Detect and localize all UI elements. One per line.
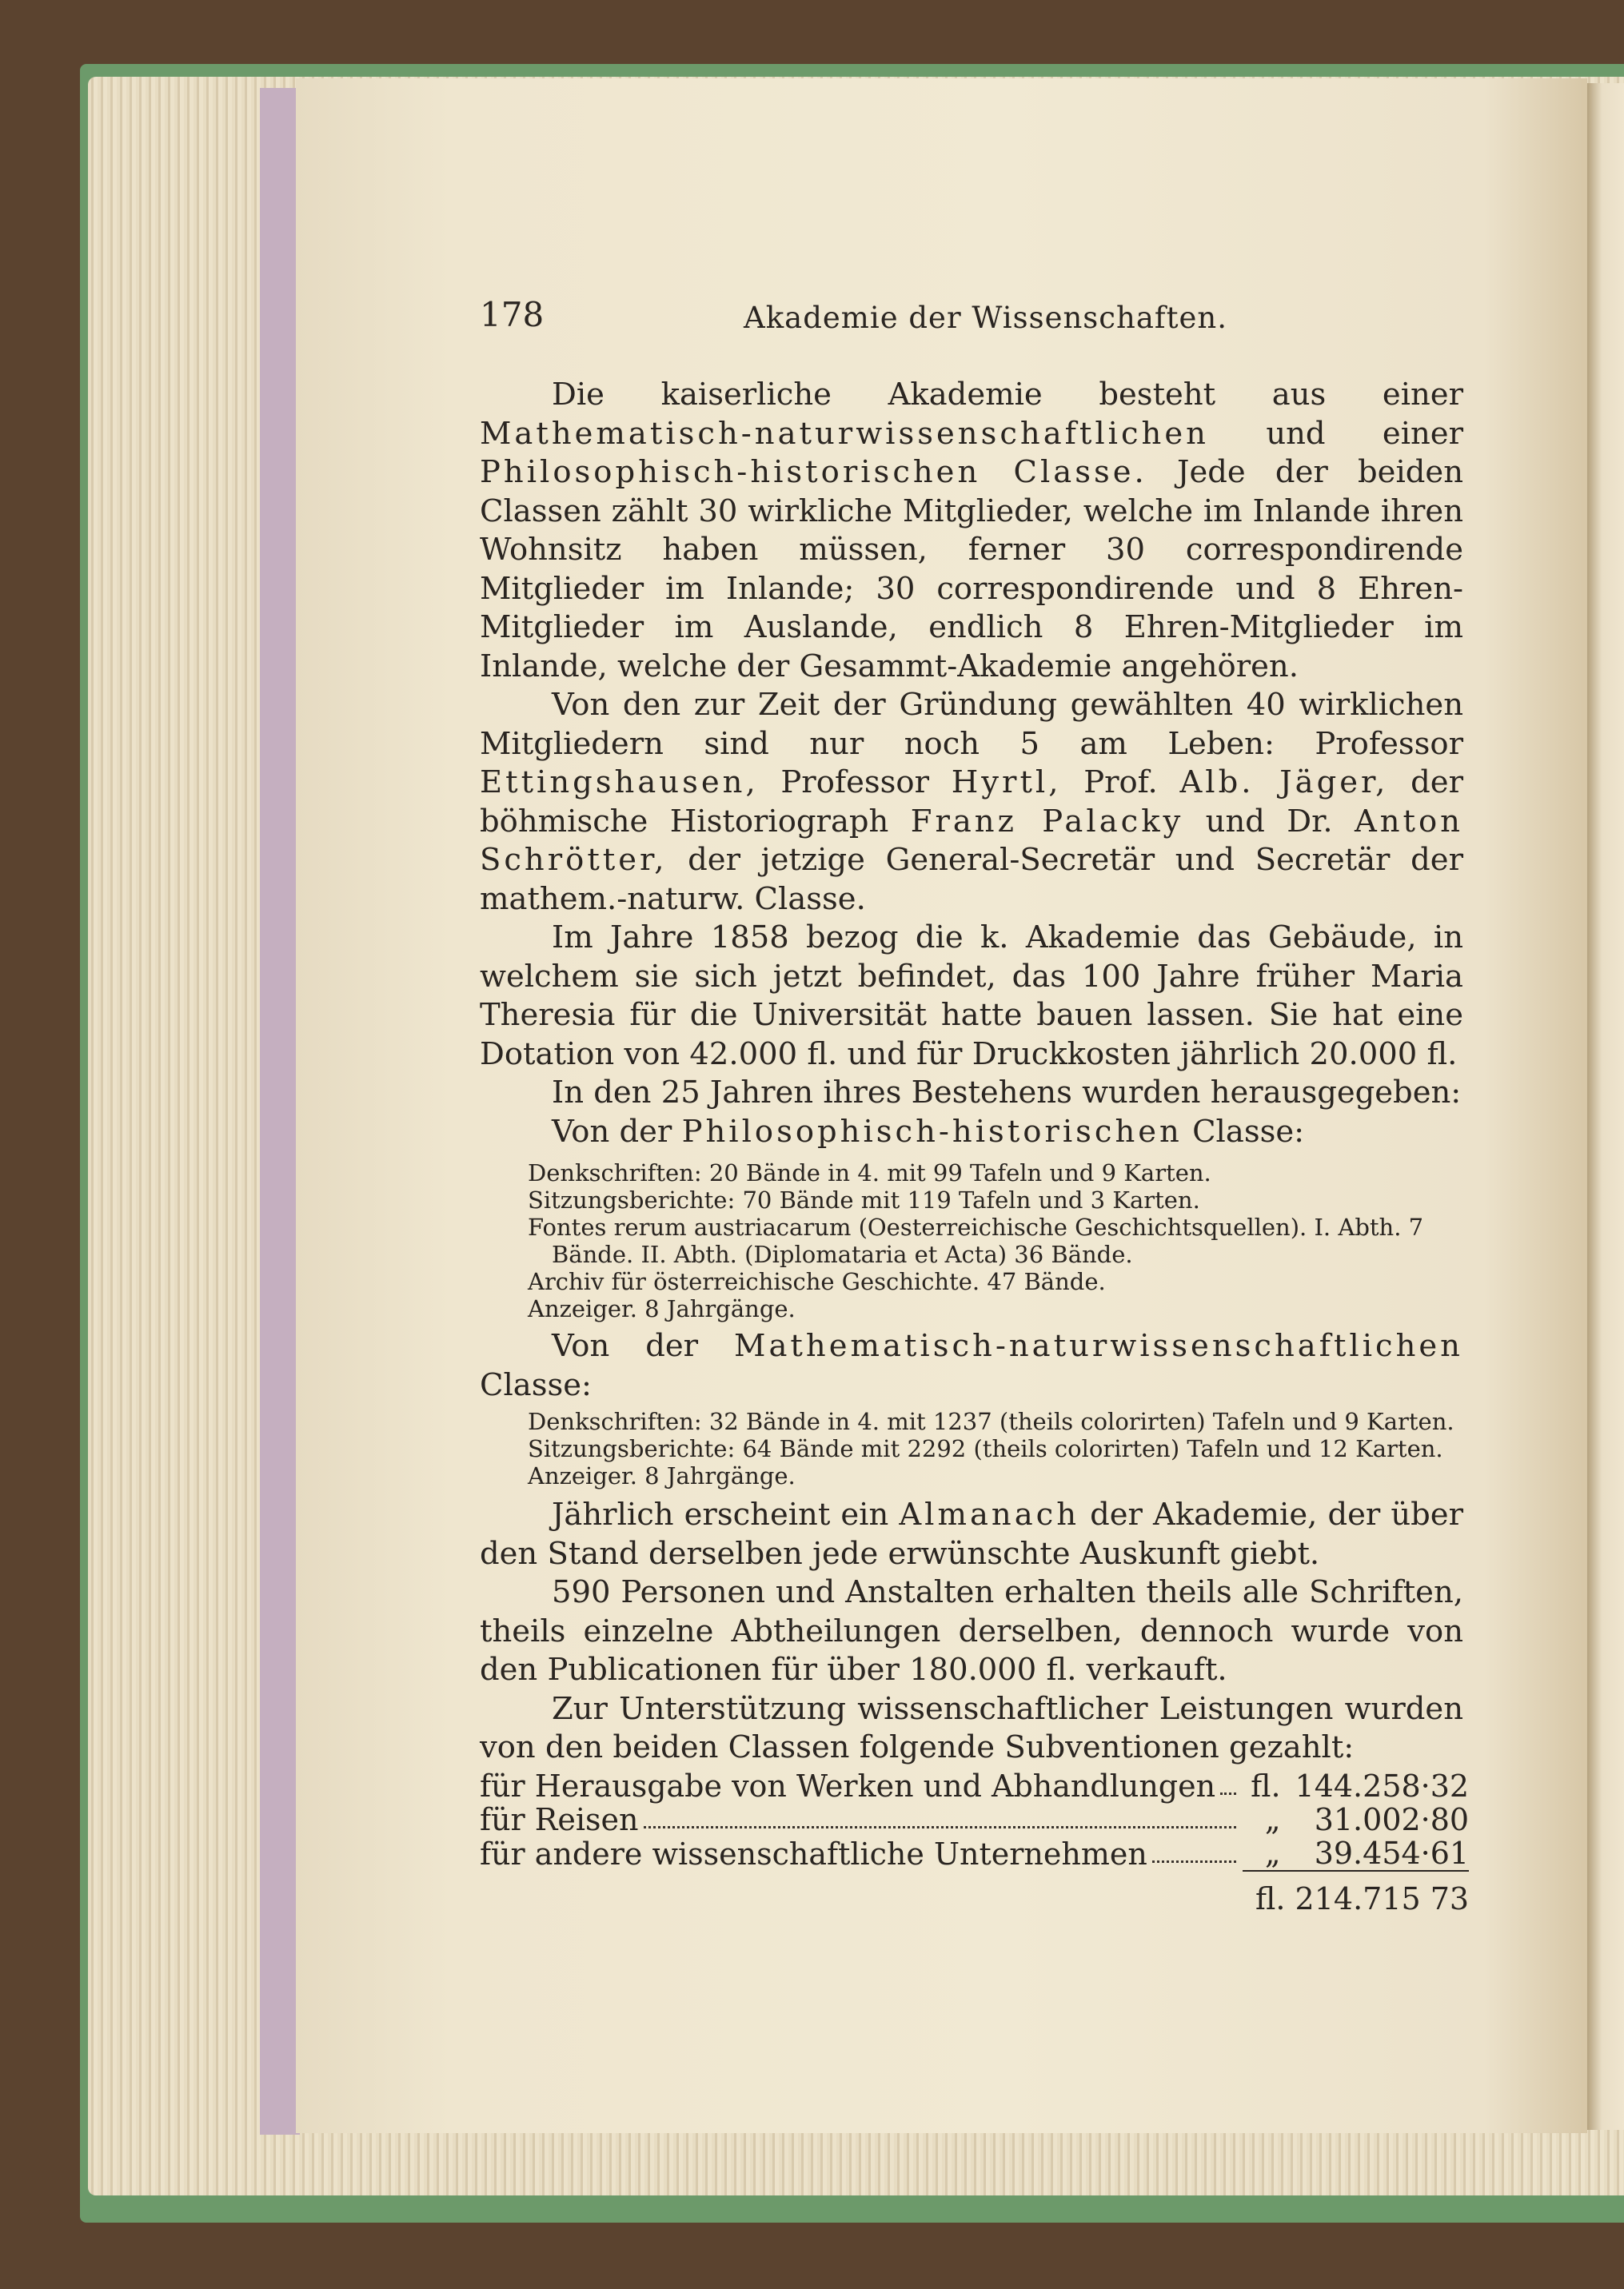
page-header <box>480 288 1463 344</box>
list-item: Anzeiger. 8 Jahrgänge. <box>528 1295 796 1322</box>
list-item: Denkschriften: 32 Bände in 4. mit 1237 (theils colorirten) Tafeln und 9 Karten. <box>528 1408 1454 1435</box>
text-run: Jährlich erscheint ein <box>552 1497 889 1533</box>
text-run: der jetzige General-Secretär und Secretär der mathem.-naturw. Classe. <box>480 842 1463 917</box>
phil-publication-list <box>480 1159 1463 1322</box>
page-number: 178 <box>480 295 545 334</box>
class-name: Mathematisch-naturwissenschaftlichen <box>734 1328 1463 1364</box>
list-item: Denkschriften: 20 Bände in 4. mit 99 Tafeln und 9 Karten. <box>528 1159 1211 1186</box>
page-edge-tint <box>260 88 300 2135</box>
subsidy-table <box>480 1769 1469 1916</box>
paragraph-publications-intro: In den 25 Jahren ihres Bestehens wurden herausgegeben: <box>552 1075 1462 1111</box>
subsidy-unit: „ <box>1264 1801 1281 1837</box>
text-run: und Dr. <box>1205 803 1333 839</box>
list-item: Archiv für österreichische Geschichte. 47 Bände. <box>528 1268 1106 1295</box>
subsidy-amount: 39.454·61 <box>1314 1835 1470 1871</box>
member-name: Hyrtl, <box>951 764 1062 800</box>
class-name-phil: Philosophisch-historischen Classe. <box>480 454 1147 490</box>
subsidy-label: für Herausgabe von Werken und Abhandlungen <box>480 1768 1216 1804</box>
text-run: der Akademie, der über den Stand derselben jede erwünschte Auskunft giebt. <box>480 1497 1463 1572</box>
page-text <box>480 288 1470 1916</box>
subsidy-amount: 31.002·80 <box>1314 1801 1470 1837</box>
list-item: Fontes rerum austriacarum (Oesterreichische Geschichtsquellen). I. Abth. 7 Bände. II. Abth. (Diplomataria et Acta) 36 Bände. <box>528 1214 1424 1268</box>
text-run: Von der <box>552 1328 699 1364</box>
list-item: Anzeiger. 8 Jahrgänge. <box>528 1462 796 1489</box>
table-row <box>480 1769 1469 1803</box>
phil-class-heading <box>480 1113 1463 1152</box>
text-run: Von der <box>552 1113 672 1150</box>
leader-dots <box>1152 1860 1236 1863</box>
paragraph-almanac <box>480 1496 1463 1573</box>
text-run: Von den zur Zeit der Gründung gewählten 40 wirklichen Mitgliedern sind nur noch 5 am Leben: Professor <box>480 687 1463 762</box>
member-name: Franz Palacky <box>910 803 1184 839</box>
subsidy-label: für andere wissenschaftliche Unternehmen <box>480 1836 1147 1872</box>
table-row <box>480 1803 1469 1836</box>
text-run: Classe: <box>1192 1113 1305 1150</box>
text-run: der böhmische Historiograph <box>480 764 1463 839</box>
member-name: Anton Schrötter, <box>480 803 1463 878</box>
member-name: Alb. Jäger, <box>1179 764 1389 800</box>
text-run: Professor <box>780 764 930 800</box>
text-run: Jede der beiden Classen zählt 30 wirkliche Mitglieder, welche im Inlande ihren Wohnsitz haben müssen, ferner 30 correspondirende Mitglieder im Inlande; 30 correspondirende und 8 Ehren-Mitglieder im Auslande, endlich 8 Ehren-Mitglieder im Inlande, welche der Gesammt-Akademie angehören. <box>480 454 1463 684</box>
paragraph-subsidies-intro: Zur Unterstützung wissenschaftlicher Leistungen wurden von den beiden Classen folgende Subventionen gezahlt: <box>480 1690 1463 1765</box>
math-publication-list <box>480 1408 1463 1489</box>
leader-dots <box>1220 1793 1236 1795</box>
text-run: Prof. <box>1083 764 1158 800</box>
subsidy-amount: 144.258·32 <box>1295 1768 1470 1804</box>
math-class-heading <box>480 1327 1463 1405</box>
text-run: und einer <box>1266 415 1463 452</box>
subsidy-unit: fl. <box>1251 1768 1281 1804</box>
leader-dots <box>644 1826 1237 1828</box>
paragraph-distribution: 590 Personen und Anstalten erhalten theils alle Schriften, theils einzelne Abtheilungen derselben, dennoch wurde von den Publicationen für über 180.000 fl. verkauft. <box>480 1574 1463 1688</box>
class-name: Philosophisch-historischen <box>681 1113 1183 1150</box>
class-name-math: Mathematisch-naturwissenschaftlichen <box>480 415 1209 452</box>
running-title: Akademie der Wissenschaften. <box>744 301 1227 335</box>
table-row <box>480 1836 1469 1871</box>
paragraph-classes <box>480 376 1463 686</box>
subsidy-unit: „ <box>1264 1835 1281 1871</box>
paragraph-building: Im Jahre 1858 bezog die k. Akademie das Gebäude, in welchem sie sich jetzt befindet, das 100 Jahre früher Maria Theresia für die Universität hatte bauen lassen. Sie hat eine Dotation von 42.000 fl. und für Druckkosten jährlich 20.000 fl. <box>480 919 1463 1072</box>
text-run: Die kaiserliche Akademie besteht aus einer <box>552 377 1463 413</box>
subsidy-label: für Reisen <box>480 1801 639 1837</box>
member-name: Ettingshausen, <box>480 764 759 800</box>
list-item: Sitzungsberichte: 64 Bände mit 2292 (theils colorirten) Tafeln und 12 Karten. <box>528 1435 1443 1462</box>
subsidy-total: fl. 214.715 73 <box>1243 1871 1469 1916</box>
list-item: Sitzungsberichte: 70 Bände mit 119 Tafeln und 3 Karten. <box>528 1186 1200 1214</box>
total-row <box>480 1871 1469 1916</box>
facing-page-edge <box>1587 83 1624 2130</box>
almanac-title: Almanach <box>899 1497 1080 1533</box>
paragraph-founders <box>480 686 1463 919</box>
text-run: Classe: <box>480 1366 592 1403</box>
